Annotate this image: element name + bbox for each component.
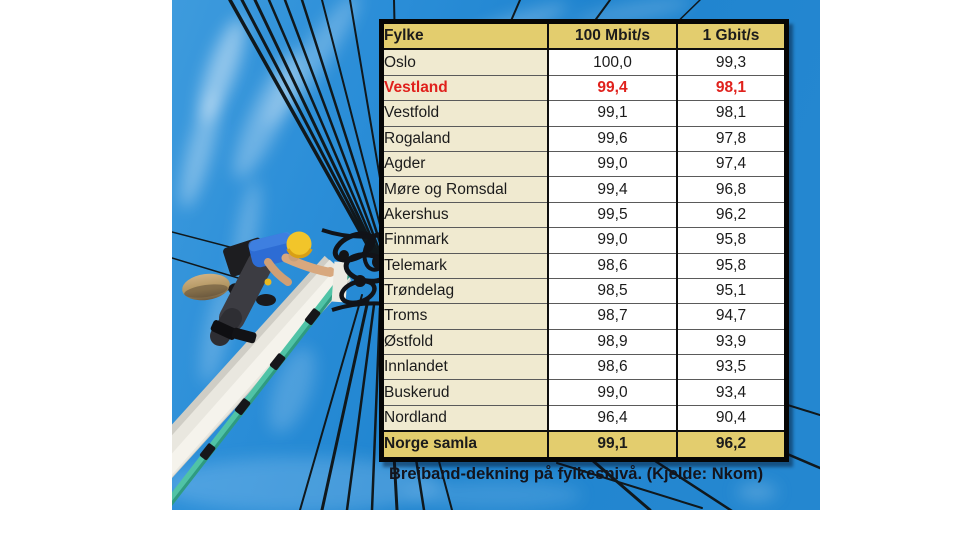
table-row (382, 202, 787, 227)
value-cell-100mbit: 98,6 (548, 355, 677, 380)
table-total-row (382, 431, 787, 459)
county-cell: Østfold (382, 329, 549, 354)
coverage-table (379, 19, 789, 462)
county-cell: Oslo (382, 49, 549, 75)
value-cell-100mbit: 99,0 (548, 228, 677, 253)
value-cell-1gbit: 96,2 (677, 431, 787, 459)
value-cell-100mbit: 98,7 (548, 304, 677, 329)
value-cell-100mbit: 99,5 (548, 202, 677, 227)
county-cell: Møre og Romsdal (382, 177, 549, 202)
value-cell-1gbit: 98,1 (677, 101, 787, 126)
table-row (382, 355, 787, 380)
table-row (382, 304, 787, 329)
value-cell-1gbit: 96,2 (677, 202, 787, 227)
value-cell-100mbit: 99,6 (548, 126, 677, 151)
value-cell-1gbit: 95,8 (677, 228, 787, 253)
harness-clip (265, 279, 272, 286)
value-cell-1gbit: 94,7 (677, 304, 787, 329)
county-cell: Buskerud (382, 380, 549, 405)
coverage-table-body (382, 49, 787, 459)
value-cell-100mbit: 99,0 (548, 151, 677, 176)
county-cell: Nordland (382, 405, 549, 431)
table-row (382, 177, 787, 202)
table-row (382, 49, 787, 75)
column-header-100mbit: 100 Mbit/s (548, 22, 677, 50)
county-cell: Trøndelag (382, 278, 549, 303)
table-row (382, 278, 787, 303)
county-cell: Troms (382, 304, 549, 329)
value-cell-100mbit: 98,5 (548, 278, 677, 303)
table-header (382, 22, 787, 50)
table-row (382, 380, 787, 405)
value-cell-100mbit: 99,4 (548, 75, 677, 100)
county-cell: Telemark (382, 253, 549, 278)
county-cell: Innlandet (382, 355, 549, 380)
value-cell-1gbit: 93,4 (677, 380, 787, 405)
county-cell: Rogaland (382, 126, 549, 151)
value-cell-100mbit: 99,0 (548, 380, 677, 405)
value-cell-1gbit: 97,8 (677, 126, 787, 151)
value-cell-1gbit: 95,1 (677, 278, 787, 303)
column-header-fylke: Fylke (382, 22, 549, 50)
table-row (382, 151, 787, 176)
value-cell-1gbit: 96,8 (677, 177, 787, 202)
value-cell-1gbit: 90,4 (677, 405, 787, 431)
table-caption: Breiband-dekning på fylkesnivå. (Kjelde: Nkom) (389, 465, 764, 483)
table-row (382, 75, 787, 100)
value-cell-1gbit: 98,1 (677, 75, 787, 100)
value-cell-100mbit: 100,0 (548, 49, 677, 75)
table-row (382, 405, 787, 431)
table-header-row (382, 22, 787, 50)
value-cell-100mbit: 99,1 (548, 101, 677, 126)
table-row (382, 126, 787, 151)
value-cell-1gbit: 95,8 (677, 253, 787, 278)
table-row (382, 253, 787, 278)
value-cell-1gbit: 97,4 (677, 151, 787, 176)
county-cell: Norge samla (382, 431, 549, 459)
table-row (382, 329, 787, 354)
column-header-1gbit: 1 Gbit/s (677, 22, 787, 50)
value-cell-100mbit: 99,1 (548, 431, 677, 459)
value-cell-100mbit: 99,4 (548, 177, 677, 202)
value-cell-1gbit: 93,5 (677, 355, 787, 380)
county-cell: Finnmark (382, 228, 549, 253)
value-cell-1gbit: 93,9 (677, 329, 787, 354)
value-cell-100mbit: 98,9 (548, 329, 677, 354)
county-cell: Agder (382, 151, 549, 176)
county-cell: Akershus (382, 202, 549, 227)
value-cell-100mbit: 96,4 (548, 405, 677, 431)
county-cell: Vestland (382, 75, 549, 100)
value-cell-1gbit: 99,3 (677, 49, 787, 75)
table-row (382, 101, 787, 126)
value-cell-100mbit: 98,6 (548, 253, 677, 278)
county-cell: Vestfold (382, 101, 549, 126)
table-row (382, 228, 787, 253)
